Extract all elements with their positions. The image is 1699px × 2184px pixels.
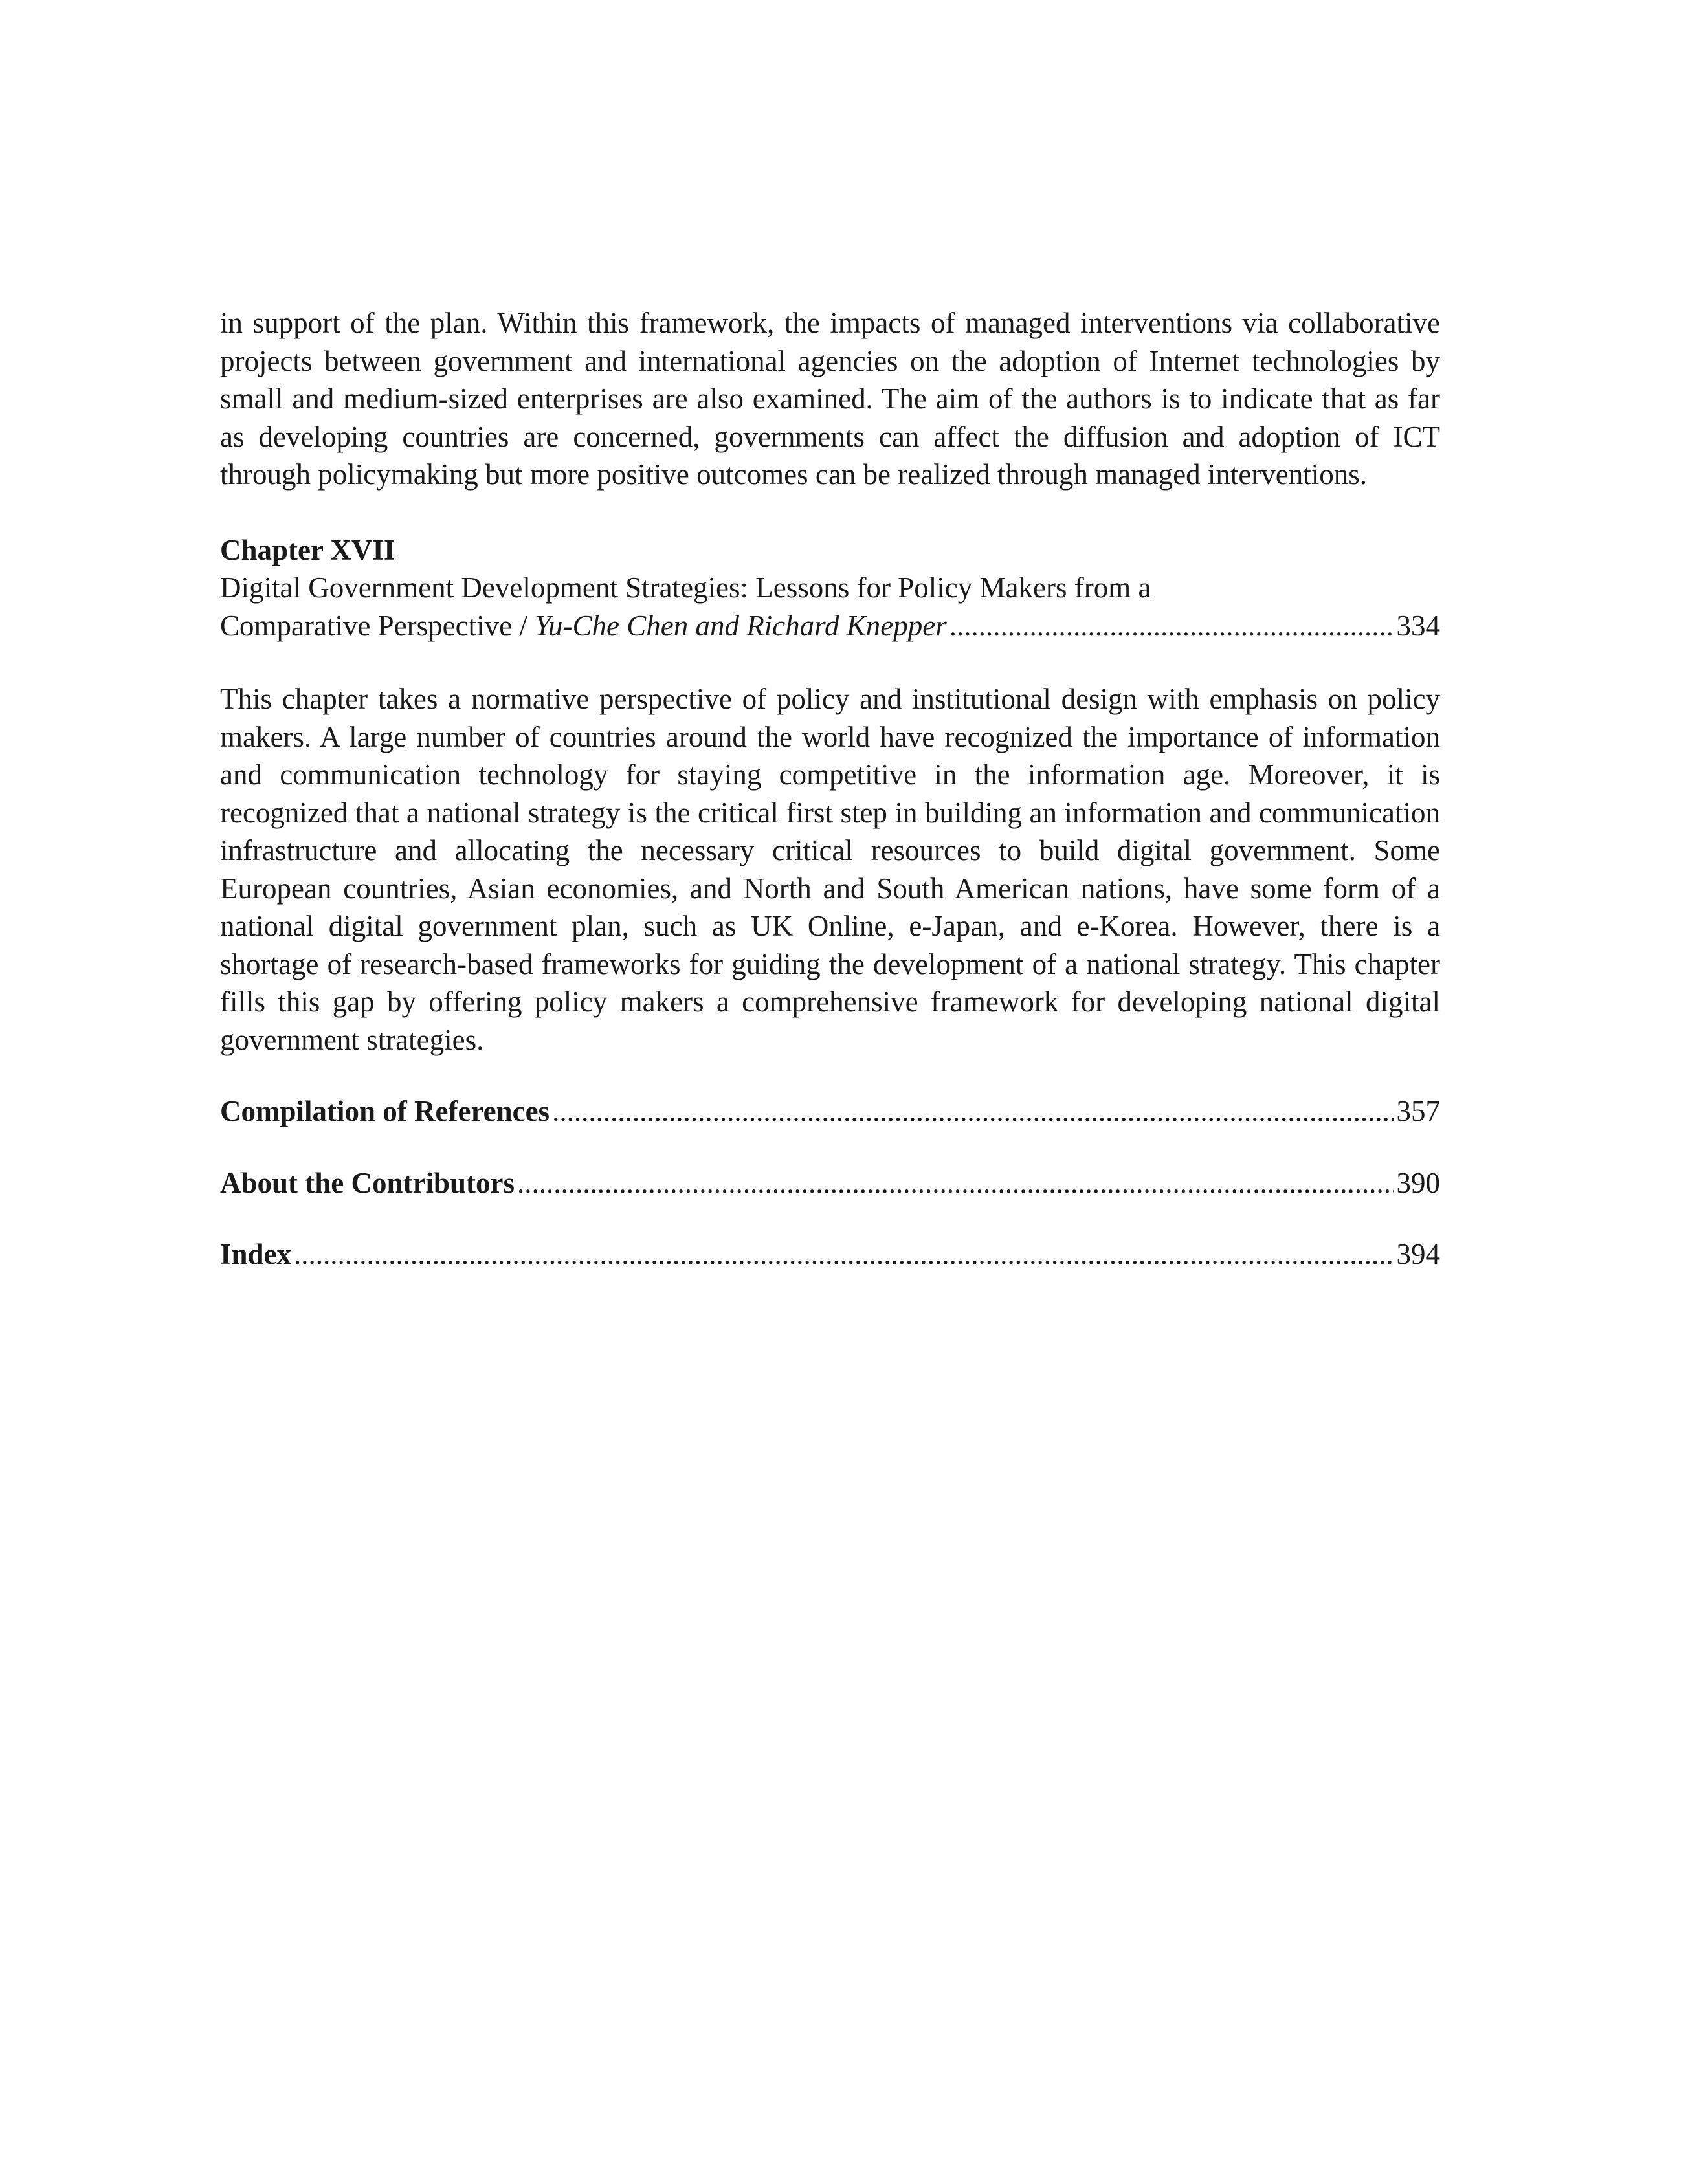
- toc-entry-label: Index: [220, 1238, 292, 1270]
- toc-entry-label: Compilation of References: [220, 1095, 550, 1127]
- intro-paragraph: in support of the plan. Within this framework, the impacts of managed interventions via collaborative projects between government and international agencies on the adoption of Internet technologies by small and medium-sized enterprises are also examined. The aim of the authors is to indicate that as far as developing countries are concerned, governments can affect the diffusion and adoption of ICT through policymaking but more positive outcomes can be realized through managed interventions.: [220, 307, 1440, 491]
- chapter-abstract: This chapter takes a normative perspective of policy and institutional design with emphasis on policy makers. A large number of countries around the world have recognized the importance of information and communication technology for staying competitive in the information age. Moreover, it is recognized that a national strategy is the critical first step in building an information and communication infrastructure and allocating the necessary critical resources to build digital government. Some European countries, Asian economies, and North and South American nations, have some form of a national digital government plan, such as UK Online, e-Japan, and e-Korea. However, there is a shortage of research-based frameworks for guiding the development of a national strategy. This chapter fills this gap by offering policy makers a comprehensive framework for developing national digital government strategies.: [220, 683, 1440, 1056]
- leader-dots: [294, 1235, 1394, 1274]
- leader-dots: [949, 607, 1394, 645]
- chapter-authors: Yu-Che Chen and Richard Knepper: [535, 609, 947, 642]
- leader-dots: [517, 1164, 1394, 1202]
- chapter-entry: [220, 531, 1440, 645]
- toc-entry-label: About the Contributors: [220, 1166, 515, 1199]
- toc-entry-page: 357: [1396, 1095, 1440, 1127]
- chapter-heading: Chapter XVII: [220, 533, 395, 566]
- leader-dots: [552, 1092, 1394, 1131]
- toc-entry-references: [220, 1092, 1440, 1131]
- chapter-title-line-2: [220, 607, 1440, 645]
- toc-entry-page: 394: [1396, 1238, 1440, 1270]
- chapter-title-continuation: [220, 607, 947, 645]
- chapter-page-number: 334: [1396, 609, 1440, 642]
- toc-entry-index: [220, 1235, 1440, 1274]
- chapter-title-text: Comparative Perspective /: [220, 609, 535, 642]
- toc-entry-page: 390: [1396, 1166, 1440, 1199]
- toc-page: [220, 304, 1440, 1274]
- toc-entry-contributors: [220, 1164, 1440, 1202]
- chapter-title-line-1: Digital Government Development Strategies: Lessons for Policy Makers from a: [220, 571, 1151, 604]
